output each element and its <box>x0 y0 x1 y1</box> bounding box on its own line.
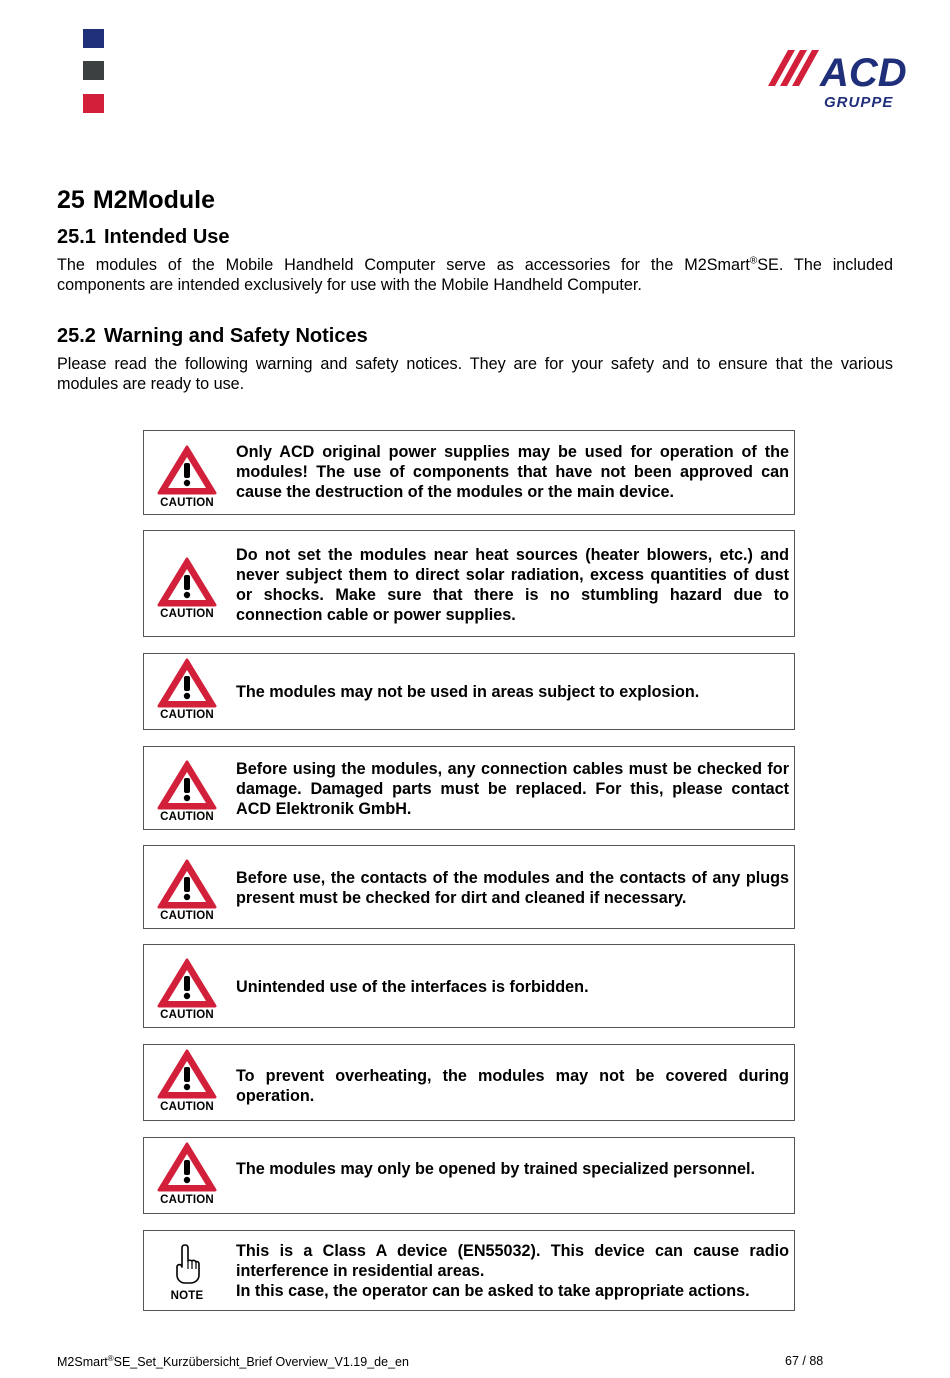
pointing-hand-icon <box>172 1243 202 1285</box>
notice-label: CAUTION <box>160 608 214 620</box>
header-square-gray <box>83 61 104 80</box>
notice-text: Unintended use of the interfaces is forbidden. <box>236 978 589 996</box>
notice-label: CAUTION <box>160 811 214 823</box>
caution-box <box>143 653 795 730</box>
notice-label: CAUTION <box>160 709 214 721</box>
chapter-heading <box>57 186 215 215</box>
caution-triangle-icon <box>156 759 218 811</box>
caution-box <box>143 1137 795 1214</box>
footer-document-name: M2Smart®SE_Set_Kurzübersicht_Brief Overview_V1.19_de_en <box>57 1354 409 1370</box>
section-heading-intended-use <box>57 226 230 249</box>
notice-label: NOTE <box>170 1290 204 1302</box>
caution-box <box>143 1044 795 1121</box>
notice-text: The modules may not be used in areas subject to explosion. <box>236 683 700 701</box>
chapter-number: 25 <box>57 186 85 214</box>
caution-triangle-icon <box>156 1141 218 1193</box>
notice-text: Before using the modules, any connection cables must be checked for damage. Damaged parts must be replaced. For this, please contact ACD Elektronik GmbH. <box>236 760 789 818</box>
notice-text: The modules may only be opened by trained specialized personnel. <box>236 1160 756 1178</box>
notice-text: To prevent overheating, the modules may not be covered during operation. <box>236 1067 789 1105</box>
caution-box <box>143 845 795 929</box>
section-number: 25.1 <box>57 226 96 248</box>
note-line-2: In this case, the operator can be asked to take appropriate actions. <box>236 1282 750 1300</box>
logo-brand-text: ACD <box>820 51 907 95</box>
notice-text: Do not set the modules near heat sources (heater blowers, etc.) and never subject them to direct solar radiation, excess quantities of dust or shocks. Make sure that there is no stumbling hazard due to connection cable or power supplies. <box>236 546 789 624</box>
notice-text: Before use, the contacts of the modules and the contacts of any plugs present must be checked for dirt and cleaned if necessary. <box>236 869 789 907</box>
caution-triangle-icon <box>156 657 218 709</box>
notice-label: CAUTION <box>160 497 214 509</box>
section-heading-safety <box>57 325 368 348</box>
caution-triangle-icon <box>156 444 218 496</box>
acd-gruppe-logo <box>768 48 918 112</box>
section-number: 25.2 <box>57 325 96 347</box>
notice-label: CAUTION <box>160 1009 214 1021</box>
notice-text: Only ACD original power supplies may be used for operation of the modules! The use of components that have not been approved can cause the destruction of the modules or the main device. <box>236 443 789 501</box>
notice-text <box>236 1241 789 1301</box>
section-title: Intended Use <box>103 226 230 248</box>
notice-label: CAUTION <box>160 1194 214 1206</box>
caution-triangle-icon <box>156 957 218 1009</box>
chapter-title: M2Module <box>92 186 216 214</box>
logo-sub-text: GRUPPE <box>824 94 894 111</box>
intended-use-paragraph: The modules of the Mobile Handheld Computer serve as accessories for the M2Smart®SE. The included components are intended exclusively for use with the Mobile Handheld Computer. <box>57 255 893 294</box>
header-square-red <box>83 94 104 113</box>
caution-triangle-icon <box>156 556 218 608</box>
caution-box <box>143 530 795 637</box>
note-line-1: This is a Class A device (EN55032). This device can cause radio interference in residential areas. <box>236 1242 789 1280</box>
notice-label: CAUTION <box>160 910 214 922</box>
footer-page-number: 67 / 88 <box>785 1354 824 1368</box>
header-square-blue <box>83 29 104 48</box>
caution-box <box>143 944 795 1028</box>
notice-label: CAUTION <box>160 1101 214 1113</box>
note-box <box>143 1230 795 1311</box>
caution-box <box>143 746 795 830</box>
safety-paragraph: Please read the following warning and safety notices. They are for your safety and to ensure that the various modules are ready to use. <box>57 355 893 393</box>
caution-triangle-icon <box>156 1048 218 1100</box>
caution-triangle-icon <box>156 858 218 910</box>
section-title: Warning and Safety Notices <box>103 325 368 347</box>
caution-box <box>143 430 795 515</box>
